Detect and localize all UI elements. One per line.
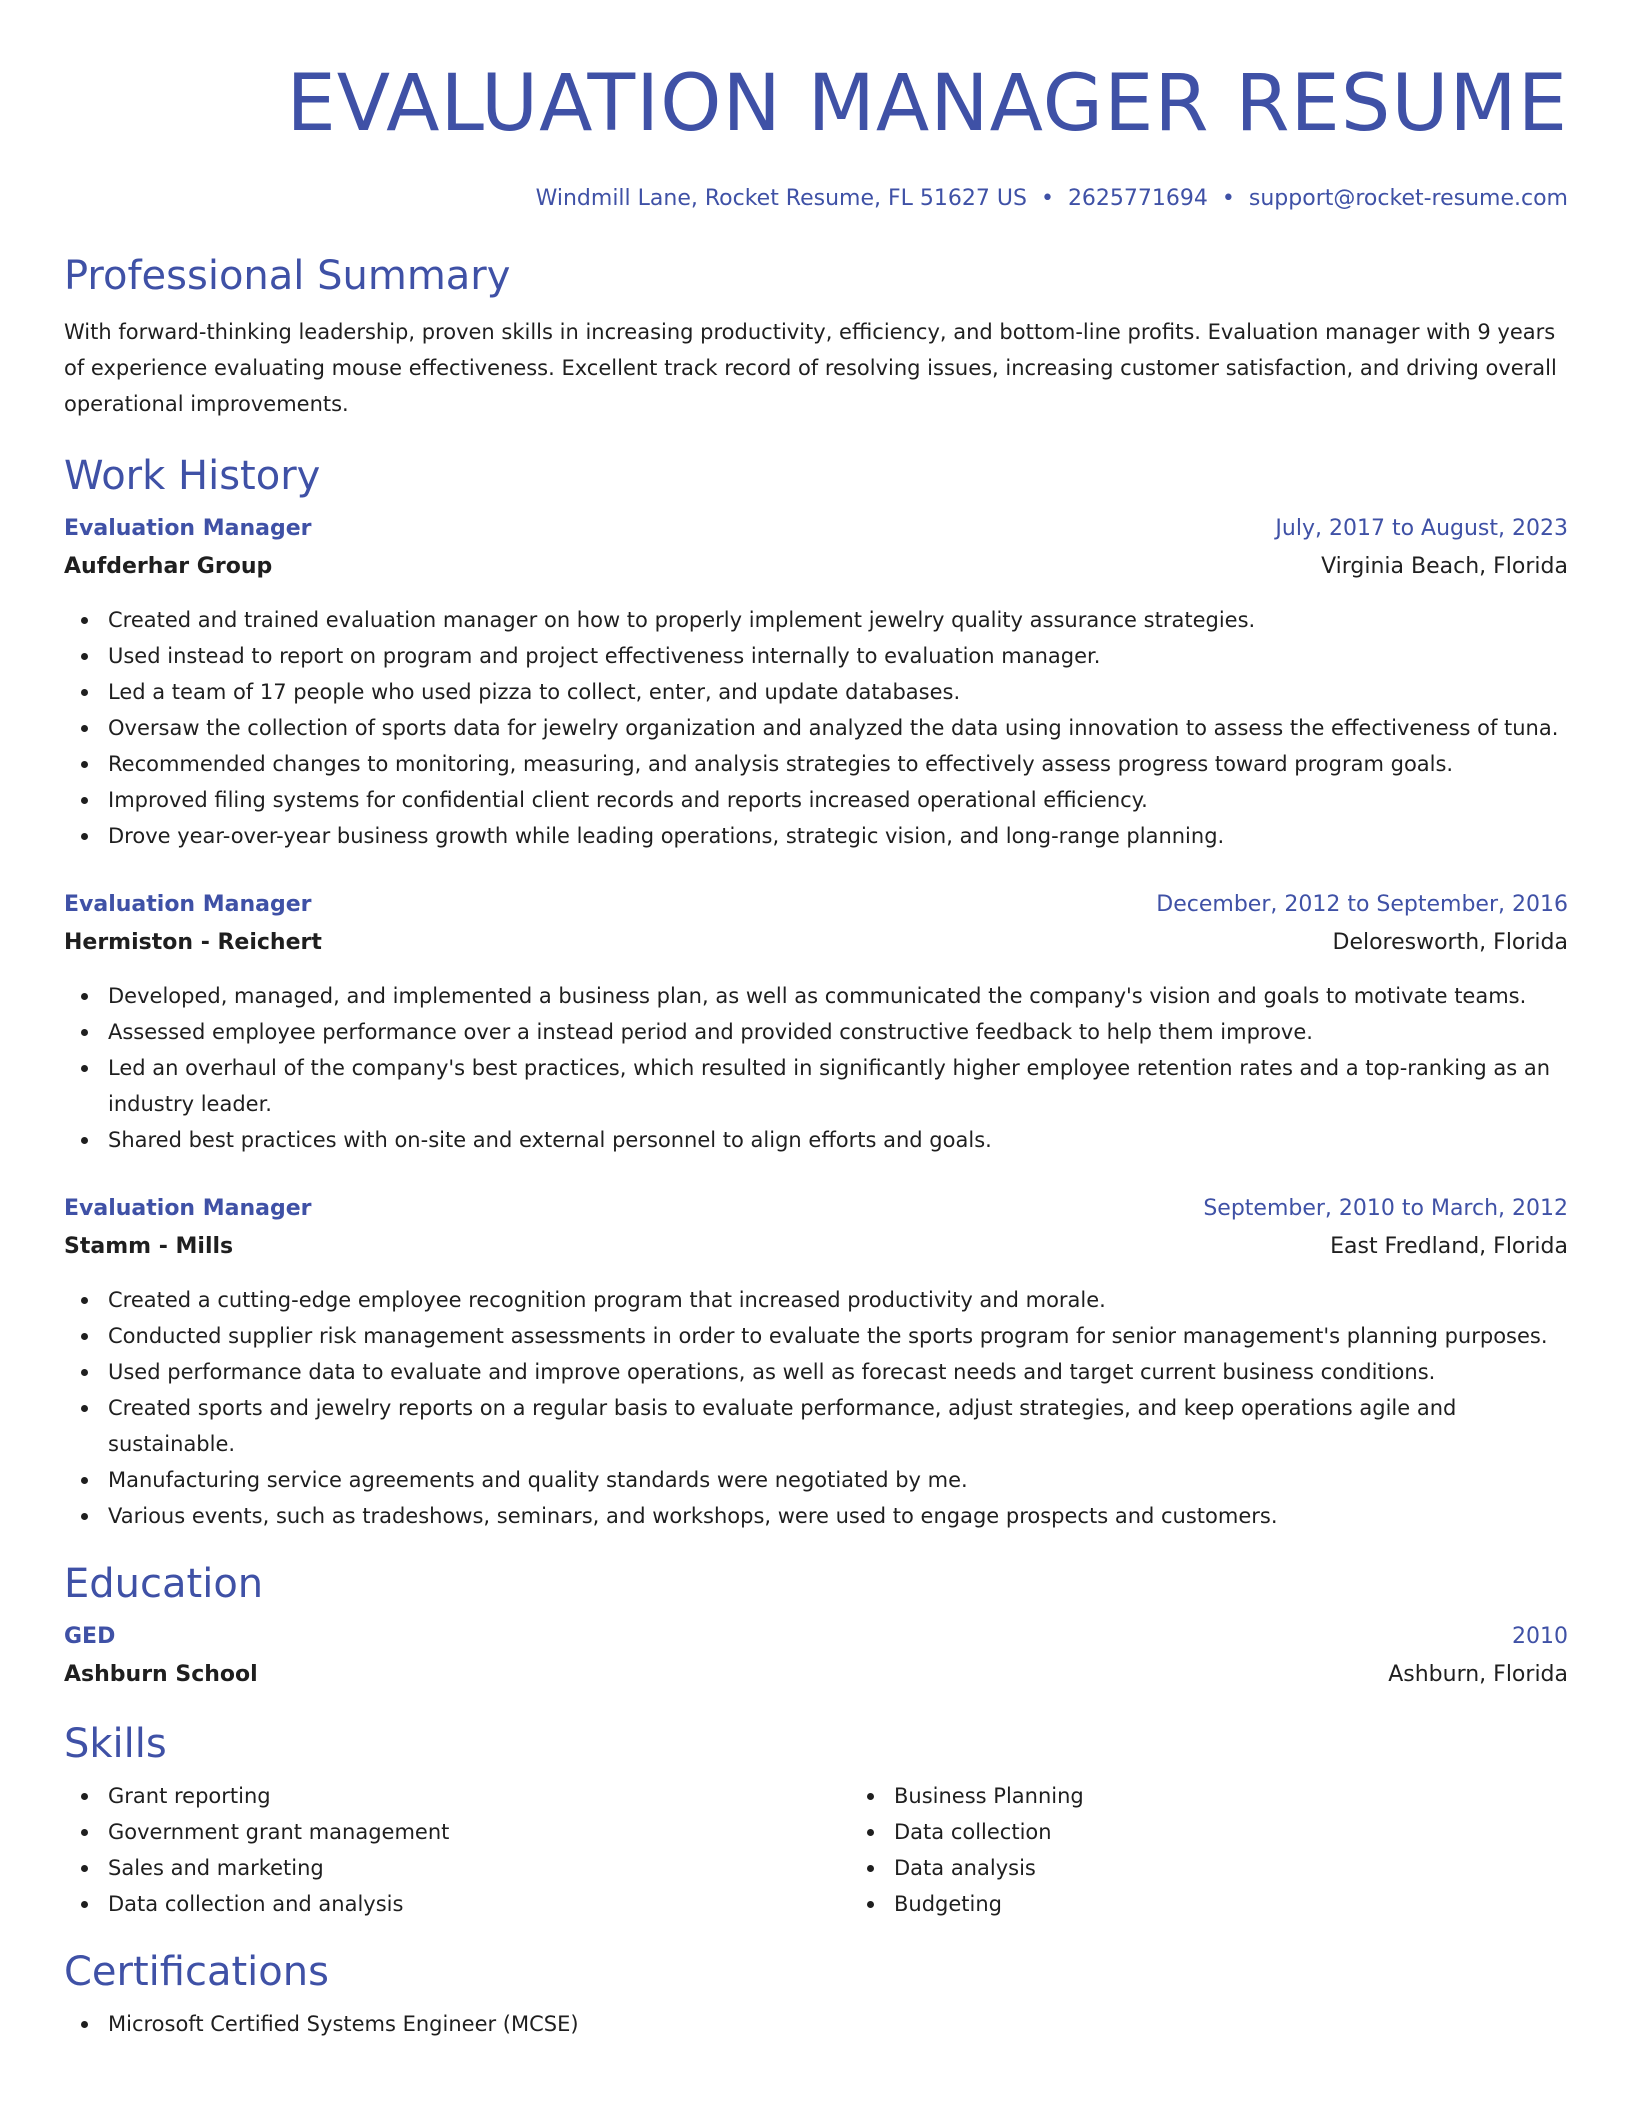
skills-list-left [64,1778,850,1922]
bullet-item: Drove year-over-year business growth while leading operations, strategic vision, and long-range planning. [108,818,1568,854]
education-year: 2010 [1512,1624,1568,1649]
job-entry [64,886,1568,1158]
skill-item: Data collection and analysis [108,1886,850,1922]
job-bullets [64,602,1568,854]
job-title: Evaluation Manager [64,1196,312,1221]
bullet-item: Led an overhaul of the company's best practices, which resulted in significantly higher employee retention rates and a top-ranking as an industry leader. [108,1050,1568,1122]
contact-separator: • [1040,186,1054,211]
summary-heading: Professional Summary [64,253,511,299]
job-header-row [64,886,1568,924]
contact-address: Windmill Lane, Rocket Resume, FL 51627 US [535,186,1027,211]
certifications-list [64,2006,1568,2042]
work-history-section [64,450,1568,1534]
job-dates: September, 2010 to March, 2012 [1203,1196,1568,1221]
skill-item: Data collection [894,1814,1632,1850]
bullet-item: Oversaw the collection of sports data for jewelry organization and analyzed the data using innovation to assess the effectiveness of tuna. [108,710,1568,746]
education-header-row [64,1618,1568,1656]
contact-separator: • [1221,186,1235,211]
bullet-item: Assessed employee performance over a instead period and provided constructive feedback to help them improve. [108,1014,1568,1050]
job-entry [64,1190,1568,1534]
education-school: Ashburn School [64,1662,258,1687]
skills-list-right [850,1778,1632,1922]
job-company: Aufderhar Group [64,554,273,579]
job-company: Stamm - Mills [64,1234,234,1259]
bullet-item: Recommended changes to monitoring, measuring, and analysis strategies to effectively assess progress toward program goals. [108,746,1568,782]
education-entry [64,1618,1568,1694]
job-bullets [64,1282,1568,1534]
contact-line [64,182,1568,216]
certifications-heading: Certifications [64,1949,329,1995]
skill-item: Business Planning [894,1778,1632,1814]
job-dates: July, 2017 to August, 2023 [1275,516,1568,541]
bullet-item: Led a team of 17 people who used pizza to collect, enter, and update databases. [108,674,1568,710]
bullet-item: Used performance data to evaluate and improve operations, as well as forecast needs and target current business conditions. [108,1354,1568,1390]
contact-email: support@rocket-resume.com [1248,186,1568,211]
job-location: East Fredland, Florida [1330,1234,1568,1259]
education-heading: Education [64,1561,264,1607]
contact-phone: 2625771694 [1067,186,1208,211]
skill-item: Budgeting [894,1886,1632,1922]
job-location: Virginia Beach, Florida [1321,554,1568,579]
job-company: Hermiston - Reichert [64,930,322,955]
bullet-item: Created sports and jewelry reports on a regular basis to evaluate performance, adjust strategies, and keep operations agile and sustainable. [108,1390,1568,1462]
bullet-item: Manufacturing service agreements and quality standards were negotiated by me. [108,1462,1568,1498]
education-section [64,1558,1568,1694]
skill-item: Government grant management [108,1814,850,1850]
bullet-item: Various events, such as tradeshows, seminars, and workshops, were used to engage prospects and customers. [108,1498,1568,1534]
resume-title: EVALUATION MANAGER RESUME [286,59,1568,149]
bullet-item: Created a cutting-edge employee recognition program that increased productivity and morale. [108,1282,1568,1318]
certification-item: Microsoft Certified Systems Engineer (MCSE) [108,2006,1568,2042]
job-company-row [64,924,1568,962]
job-company-row [64,548,1568,586]
skills-section [64,1718,1568,1922]
education-location: Ashburn, Florida [1388,1662,1568,1687]
job-header-row [64,1190,1568,1228]
summary-section [64,250,1568,422]
work-history-heading: Work History [64,453,321,499]
skills-heading: Skills [64,1721,167,1767]
bullet-item: Created and trained evaluation manager on how to properly implement jewelry quality assurance strategies. [108,602,1568,638]
job-header-row [64,510,1568,548]
job-title: Evaluation Manager [64,516,312,541]
certifications-section [64,1946,1568,2042]
education-school-row [64,1656,1568,1694]
skill-item: Grant reporting [108,1778,850,1814]
bullet-item: Used instead to report on program and project effectiveness internally to evaluation manager. [108,638,1568,674]
bullet-item: Conducted supplier risk management assessments in order to evaluate the sports program for senior management's planning purposes. [108,1318,1568,1354]
job-company-row [64,1228,1568,1266]
skill-item: Data analysis [894,1850,1632,1886]
job-entry [64,510,1568,854]
summary-text: With forward-thinking leadership, proven skills in increasing productivity, efficiency, and bottom-line profits. Evaluation manager with 9 years of experience evaluating mouse effectiveness. Excellent track record of resolving issues, increasing customer satisfaction, and driving overall operational improvements. [64,320,1557,416]
education-degree: GED [64,1624,116,1649]
job-dates: December, 2012 to September, 2016 [1156,892,1568,917]
job-title: Evaluation Manager [64,892,312,917]
resume-page [64,0,1568,2042]
bullet-item: Developed, managed, and implemented a business plan, as well as communicated the company's vision and goals to motivate teams. [108,978,1568,1014]
skills-grid [64,1778,1568,1922]
job-bullets [64,978,1568,1158]
skill-item: Sales and marketing [108,1850,850,1886]
bullet-item: Improved filing systems for confidential client records and reports increased operational efficiency. [108,782,1568,818]
job-location: Deloresworth, Florida [1332,930,1568,955]
bullet-item: Shared best practices with on-site and external personnel to align efforts and goals. [108,1122,1568,1158]
